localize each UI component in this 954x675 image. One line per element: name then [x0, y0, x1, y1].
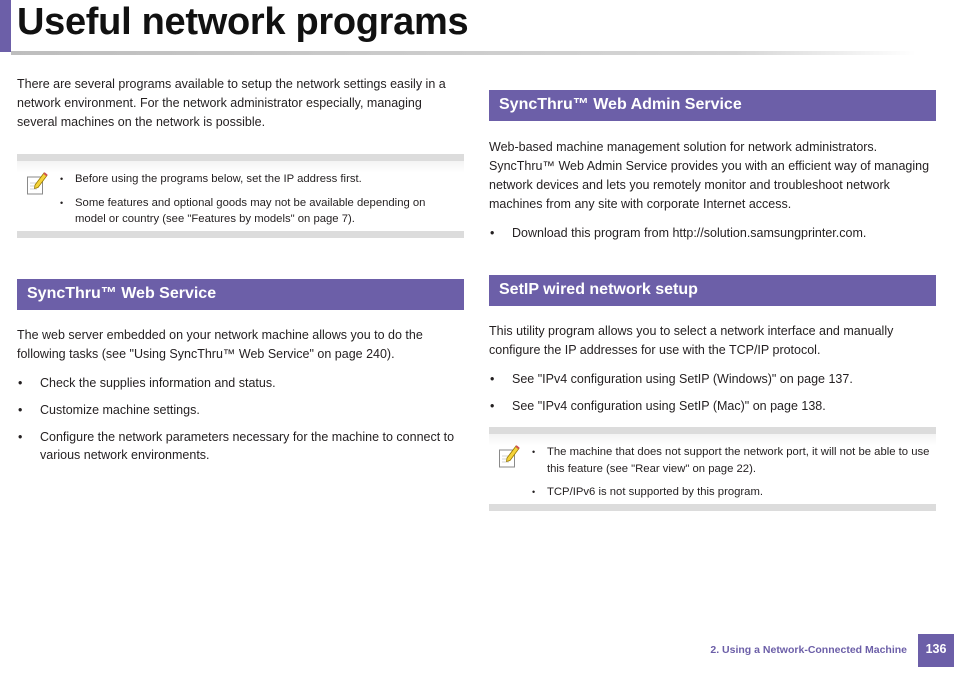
- setip-paragraph: This utility program allows you to select a network interface and manually configure the IP addresses for use with the TCP/IP protocol.: [489, 324, 894, 357]
- list-item: • TCP/IPv6 is not supported by this program.: [531, 484, 931, 501]
- list-item: • Before using the programs below, set the IP address first.: [59, 171, 459, 188]
- note-list-ip: [59, 171, 459, 235]
- list-item: • Download this program from http://solution.samsungprinter.com.: [489, 224, 936, 242]
- page-title: Useful network programs: [17, 1, 469, 43]
- syncthru-web-paragraph: The web server embedded on your network machine allows you to do the following tasks (see "Using SyncThru™ Web Service" on page 240).: [17, 328, 423, 361]
- section-heading-setip: SetIP wired network setup: [489, 275, 936, 306]
- intro-paragraph: There are several programs available to setup the network settings easily in a network environment. For the network administrator especially, managing several machines on the network is possible.: [17, 77, 446, 129]
- syncthru-admin-list: [489, 224, 936, 242]
- footer-chapter: 2. Using a Network-Connected Machine: [710, 644, 907, 656]
- title-divider: [11, 51, 916, 55]
- list-item: • Check the supplies information and status.: [17, 374, 464, 392]
- page-number: 136: [918, 634, 954, 667]
- note-pencil-icon: [498, 443, 520, 469]
- note-list-setip: [531, 444, 931, 508]
- list-item: • The machine that does not support the network port, it will not be able to use this feature (see "Rear view" on page 22).: [531, 444, 931, 477]
- right-column: [489, 90, 936, 511]
- list-item: • Some features and optional goods may not be available depending on model or country (see "Features by models" on page 7).: [59, 195, 459, 228]
- list-item: • See "IPv4 configuration using SetIP (Mac)" on page 138.: [489, 397, 936, 415]
- setip-list: [489, 370, 936, 415]
- note-box-ip: [17, 154, 464, 238]
- section-heading-syncthru-admin: SyncThru™ Web Admin Service: [489, 90, 936, 121]
- list-item: • Configure the network parameters necessary for the machine to connect to various network environments.: [17, 428, 464, 464]
- syncthru-web-list: [17, 374, 464, 464]
- list-item: • See "IPv4 configuration using SetIP (Windows)" on page 137.: [489, 370, 936, 388]
- left-column: [17, 75, 464, 473]
- note-box-setip: [489, 427, 936, 511]
- note-pencil-icon: [26, 170, 48, 196]
- list-item: • Customize machine settings.: [17, 401, 464, 419]
- title-accent-bar: [0, 0, 11, 52]
- section-heading-syncthru-web: SyncThru™ Web Service: [17, 279, 464, 310]
- syncthru-admin-paragraph: Web-based machine management solution for network administrators. SyncThru™ Web Admin Service provides you with an efficient way of managing network devices and lets you remotely monitor and troubleshoot network machines from any site with corporate Internet access.: [489, 140, 930, 211]
